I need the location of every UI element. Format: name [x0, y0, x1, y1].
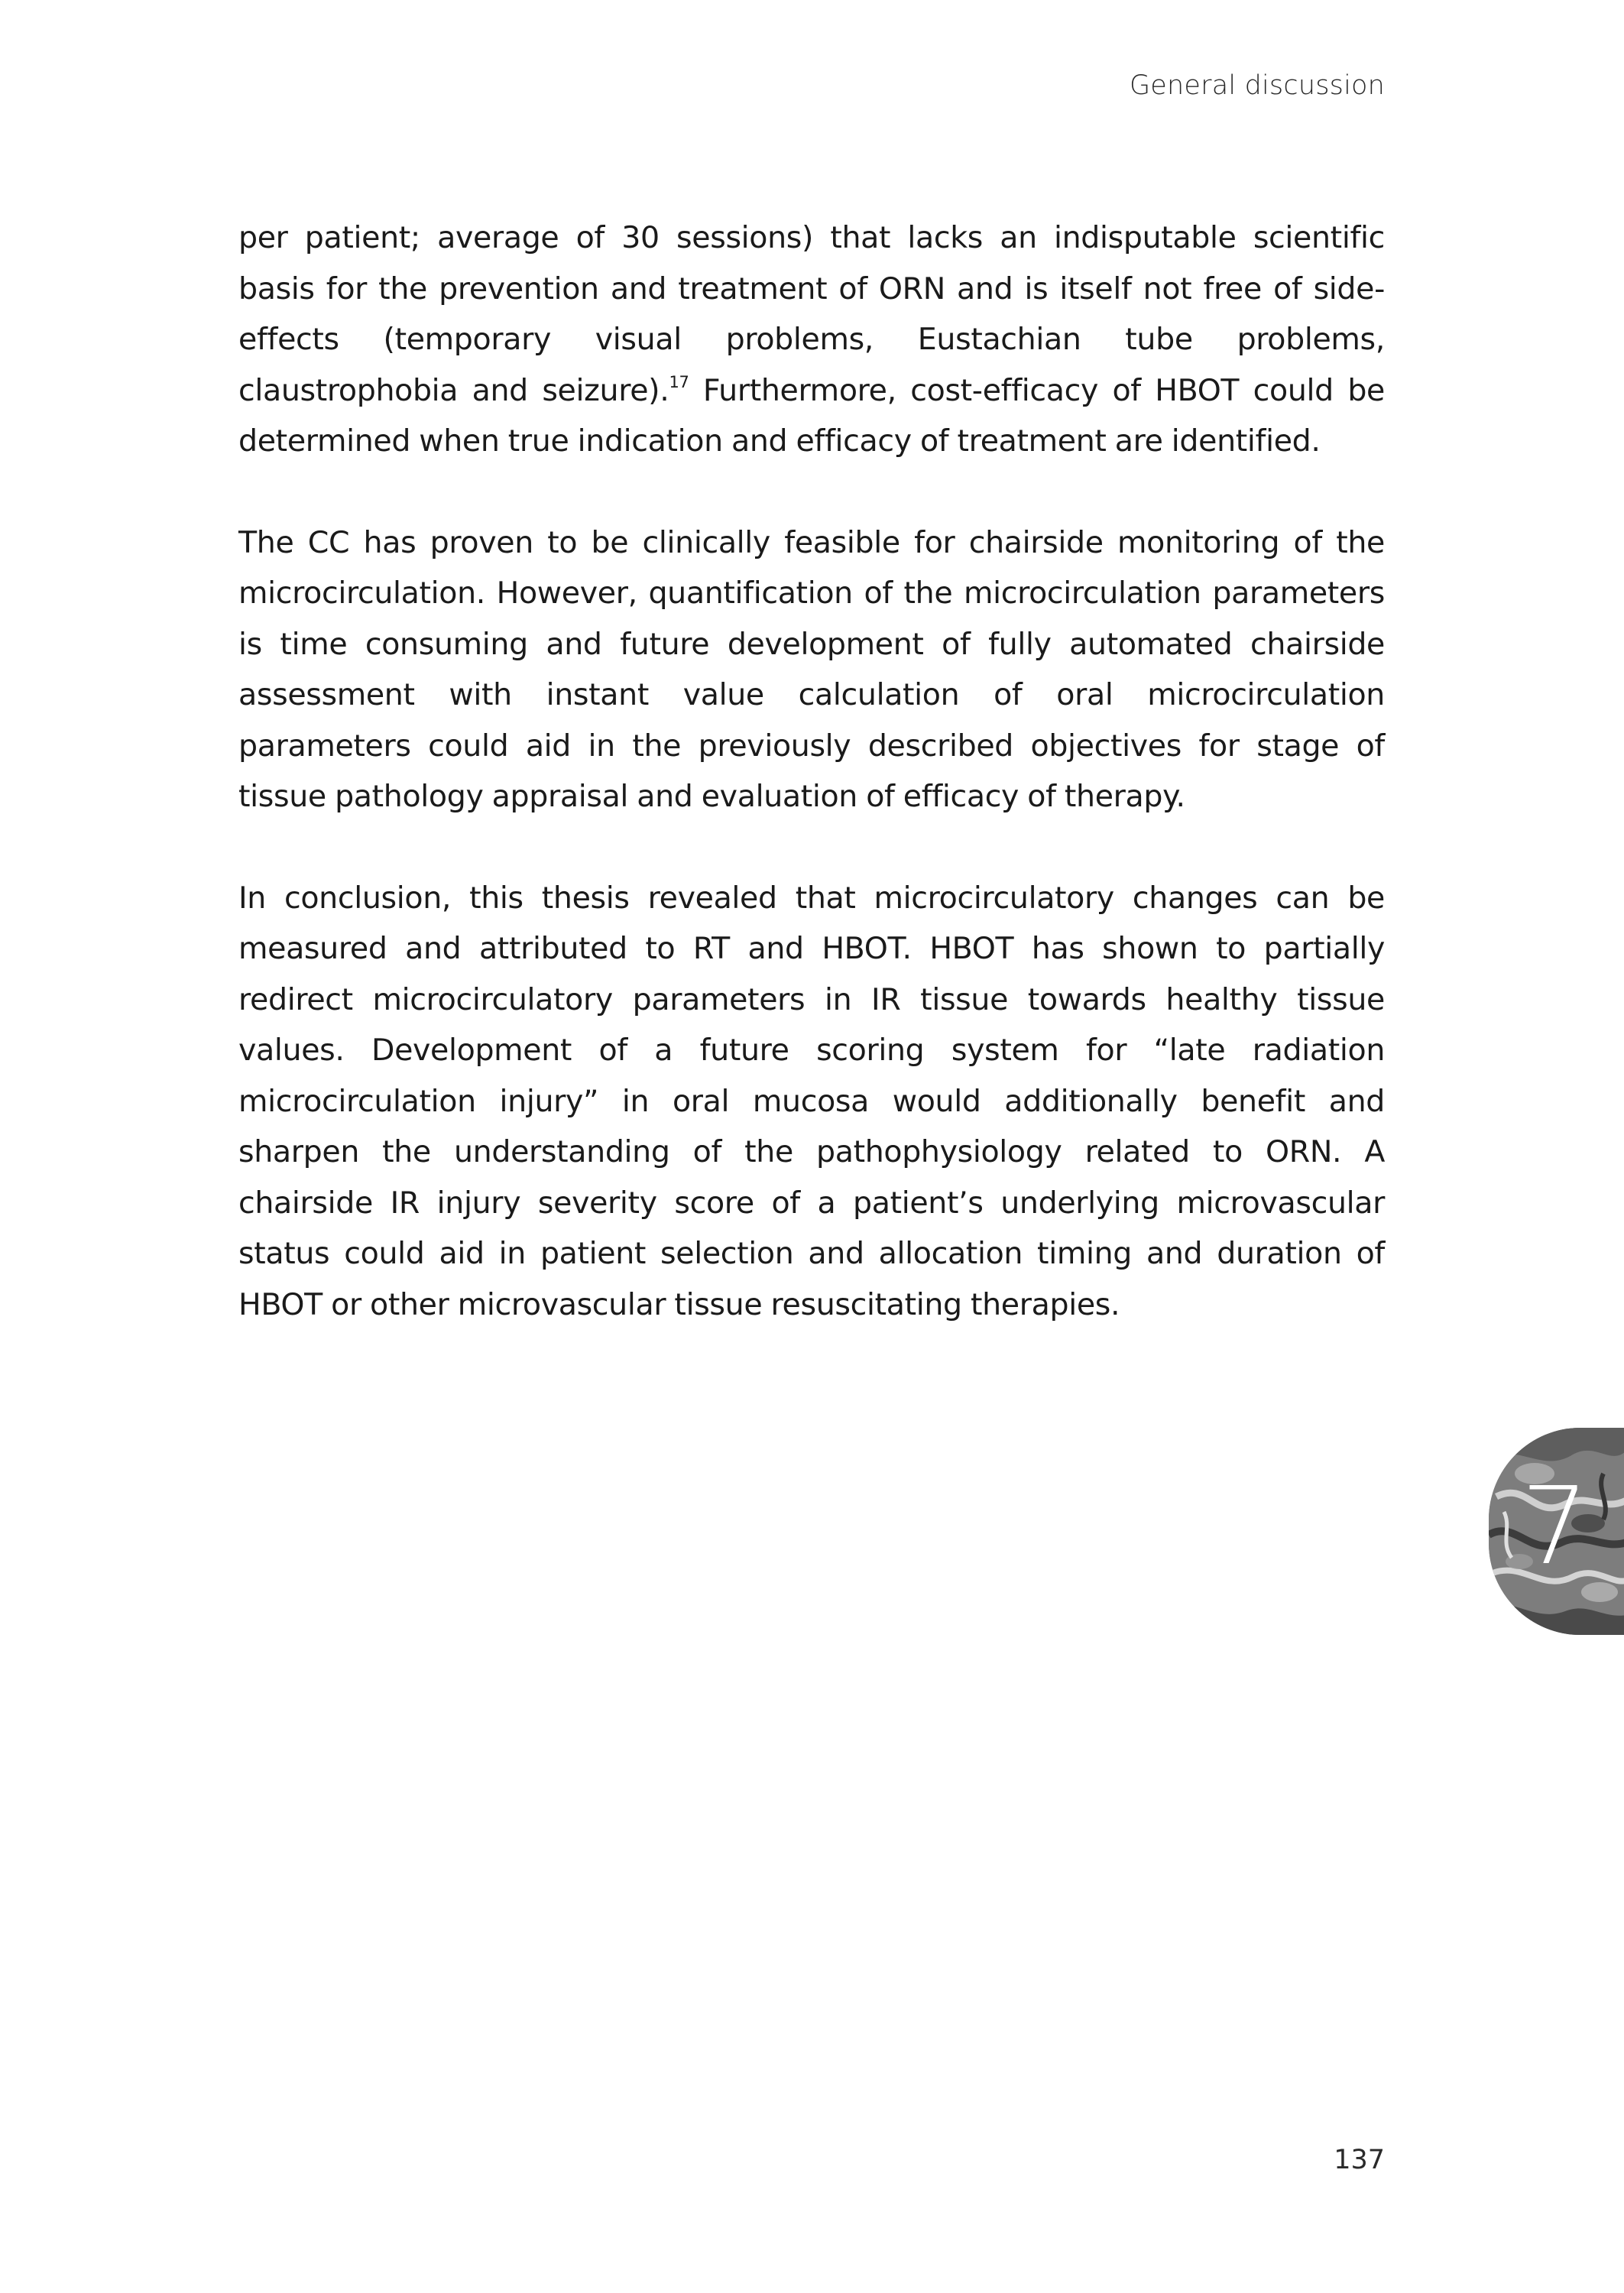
paragraph-1: [238, 212, 1385, 467]
chapter-tab: [1489, 1428, 1624, 1635]
citation-superscript: 17: [669, 373, 689, 392]
running-header: General discussion: [1129, 70, 1385, 101]
paragraph-1-text-a: per patient; average of 30 sessions) that lacks an indisputable scientific basis for the prevention and treatment of ORN and is itself not free of side-effects (temporary visual problems, Eustachian tube problems, claustrophobia and seizure).: [238, 220, 1385, 408]
paragraph-2: The CC has proven to be clinically feasible for chairside monitoring of the microcirculation. However, quantification of the microcirculation parameters is time consuming and future development of fully automated chairside assessment with instant value calculation of oral microcirculation parameters could aid in the previously described objectives for stage of tissue pathology appraisal and evaluation of efficacy of therapy.: [238, 524, 1385, 814]
page-number: 137: [1334, 2145, 1385, 2175]
body-text: [238, 212, 1385, 1380]
paragraph-3: In conclusion, this thesis revealed that microcirculatory changes can be measured and attributed to RT and HBOT. HBOT has shown to partially redirect microcirculatory parameters in IR tissue towards healthy tissue values. Development of a future scoring system for “late radiation microcirculation injury” in oral mucosa would additionally benefit and sharpen the understanding of the pathophysiology related to ORN. A chairside IR injury severity score of a patient’s underlying microvascular status could aid in patient selection and allocation timing and duration of HBOT or other microvascular tissue resuscitating therapies.: [238, 880, 1385, 1322]
paragraph-1-text-b: Furthermore, cost-efficacy of HBOT could be determined when true indication and efficacy of treatment are identified.: [238, 372, 1385, 459]
chapter-number: 7: [1521, 1464, 1590, 1589]
